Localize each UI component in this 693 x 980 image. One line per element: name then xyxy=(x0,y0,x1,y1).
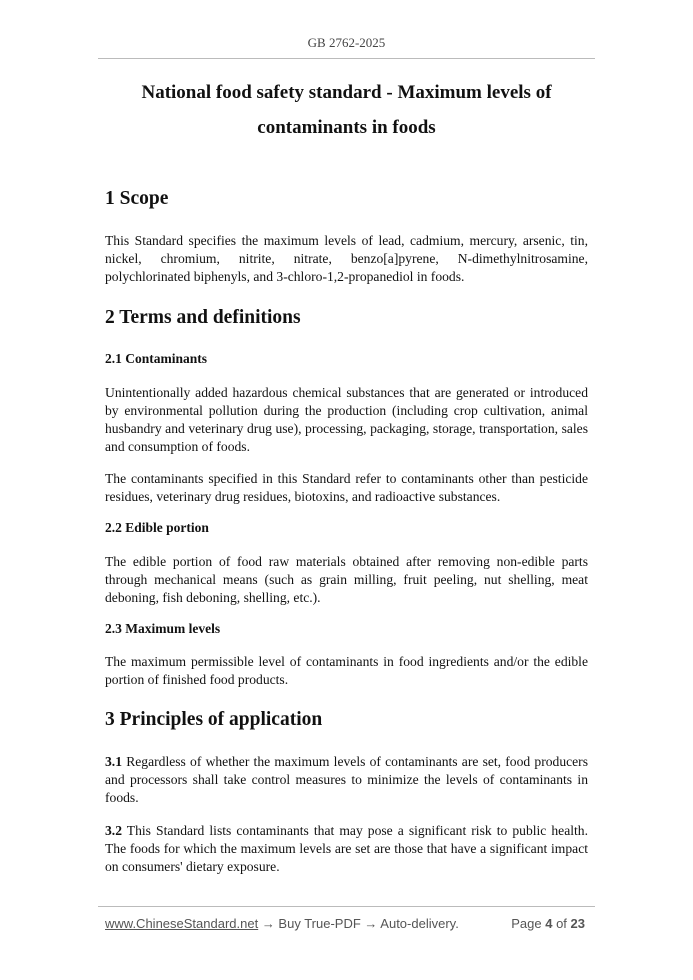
section-3-heading: 3 Principles of application xyxy=(105,709,323,730)
section-2-1-paragraph-2: The contaminants specified in this Standard refer to contaminants other than pesticide residues, veterinary drug residues, biotoxins, and radioactive substances. xyxy=(105,471,588,504)
header-divider xyxy=(98,58,595,59)
section-2-heading: 2 Terms and definitions xyxy=(105,307,301,328)
footer-divider xyxy=(98,906,595,907)
clause-text: This Standard lists contaminants that may pose a significant risk to public health. The foods for which the maximum levels are set are those that have a significant impact on consumers' dietary exposure. xyxy=(105,823,588,874)
section-2-3-paragraph: The maximum permissible level of contaminants in food ingredients and/or the edible portion of finished food products. xyxy=(105,654,588,687)
current-page: 4 xyxy=(545,916,553,931)
section-1-heading: 1 Scope xyxy=(105,188,169,209)
of-label: of xyxy=(556,916,567,931)
page-indicator xyxy=(511,916,585,931)
page-footer xyxy=(105,916,585,931)
document-header: GB 2762-2025 xyxy=(307,35,386,50)
document-title-line-1: National food safety standard - Maximum levels of xyxy=(141,82,552,103)
document-title-line-2: contaminants in foods xyxy=(257,117,436,138)
section-2-2-heading: 2.2 Edible portion xyxy=(105,520,209,535)
clause-text: Regardless of whether the maximum levels of contaminants are set, food producers and processors shall take control measures to minimize the levels of contaminants in foods. xyxy=(105,754,588,805)
clause-number: 3.1 xyxy=(105,754,122,769)
section-2-3-heading: 2.3 Maximum levels xyxy=(105,621,221,636)
section-1-paragraph: This Standard specifies the maximum levels of lead, cadmium, mercury, arsenic, tin, nickel, chromium, nitrite, nitrate, benzo[a]pyrene, N-dimethylnitrosamine, polychlorinated biphenyls, and 3-chloro-1,2-propanediol in foods. xyxy=(105,233,588,284)
page-label: Page xyxy=(511,916,542,931)
section-3-1-paragraph xyxy=(105,753,588,807)
footer-promo xyxy=(105,916,459,931)
section-2-1-heading: 2.1 Contaminants xyxy=(105,351,208,366)
total-pages: 23 xyxy=(570,916,585,931)
footer-promo-text: → Buy True-PDF → Auto-delivery. xyxy=(258,916,459,931)
section-2-2-paragraph: The edible portion of food raw materials obtained after removing non-edible parts through mechanical means (such as grain milling, fruit peeling, nut shelling, meat deboning, fish deboning, shelling, etc.). xyxy=(105,554,588,605)
clause-number: 3.2 xyxy=(105,823,122,838)
section-3-2-paragraph xyxy=(105,822,588,876)
website-link[interactable]: www.ChineseStandard.net xyxy=(105,916,259,931)
section-2-1-paragraph-1: Unintentionally added hazardous chemical substances that are generated or introduced by environmental pollution during the production (including crop cultivation, animal husbandry and veterinary drug use), processing, packaging, storage, transportation, sales and consumption of foods. xyxy=(105,385,588,454)
